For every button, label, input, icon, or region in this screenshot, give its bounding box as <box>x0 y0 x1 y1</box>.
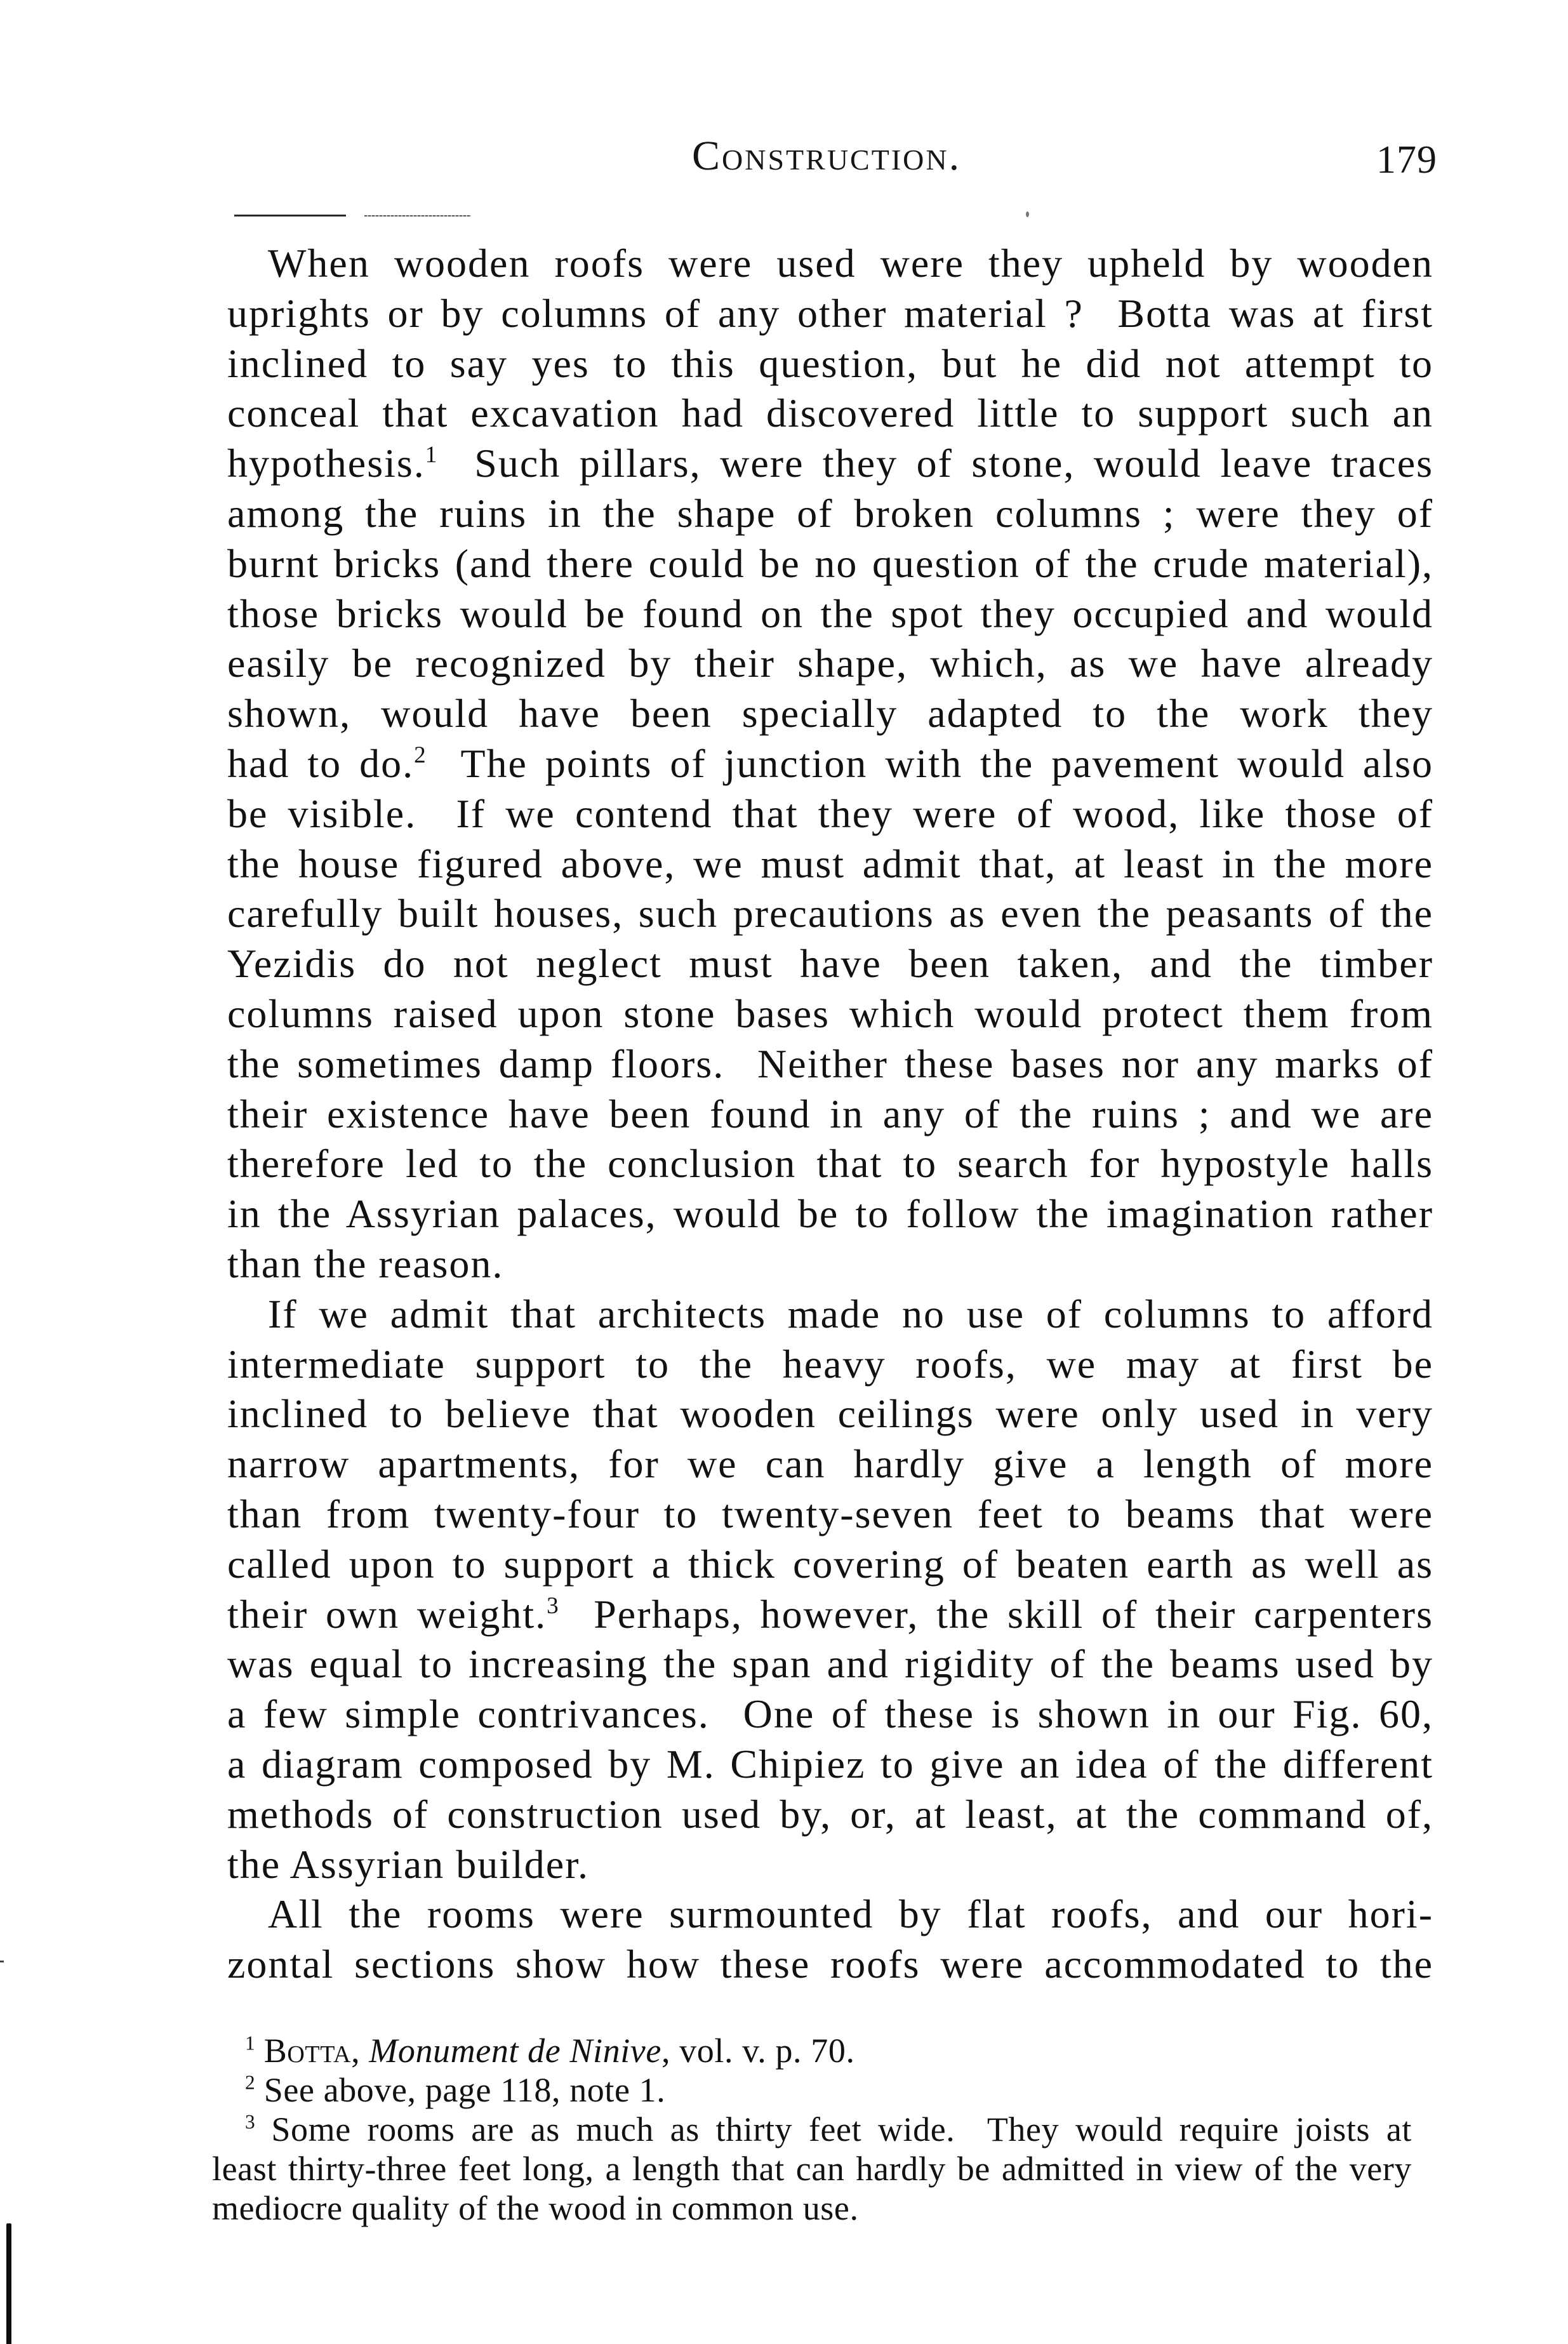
footnote-marker: 2 <box>414 742 426 768</box>
footnote-line <box>212 2070 1412 2110</box>
text-line <box>227 1489 1433 1540</box>
text-line <box>227 489 1433 539</box>
text-line <box>227 1540 1433 1590</box>
text-run: therefore led to the conclusion that to search for hypostyle halls <box>227 1141 1433 1187</box>
footnote <box>212 2070 1412 2110</box>
author-name: Botta <box>263 2032 352 2070</box>
text-run: than from twenty-four to twenty-seven feet to beams that were <box>227 1491 1433 1536</box>
text-run: hypothesis. <box>227 441 425 486</box>
text-run: All the rooms were surmounted by flat roofs, and our hori- <box>268 1891 1433 1937</box>
text-line <box>227 839 1433 889</box>
print-speck <box>1026 211 1029 217</box>
text-line <box>227 1940 1433 1990</box>
footnote <box>212 2110 1412 2228</box>
text-run: Yezidis do not neglect must have been taken, and the timber <box>227 941 1433 987</box>
text-run: easily be recognized by their shape, which, as we have already <box>227 641 1433 686</box>
text-line <box>227 1689 1433 1740</box>
text-run: their existence have been found in any of the ruins ; and we are <box>227 1091 1433 1136</box>
text-run: was equal to increasing the span and rigidity of the beams used by <box>227 1641 1433 1687</box>
text-line <box>227 1139 1433 1189</box>
text-run: the house figured above, we must admit that, at least in the more <box>227 841 1433 886</box>
text-run: had to do. <box>227 740 415 786</box>
text-run: their own weight. <box>227 1591 547 1637</box>
text-line <box>227 1840 1433 1890</box>
text-run: methods of construction used by, or, at least, at the command of, <box>227 1791 1433 1837</box>
text-line <box>227 1340 1433 1390</box>
text-run: uprights or by columns of any other material ? Botta was at first <box>227 290 1433 336</box>
footnote <box>212 2031 1412 2070</box>
text-line <box>227 289 1433 339</box>
text-line <box>227 1189 1433 1239</box>
text-line <box>227 1889 1433 1940</box>
text-line <box>227 239 1433 289</box>
text-run: If we admit that architects made no use of columns to afford <box>268 1291 1433 1336</box>
footnote-line <box>212 2188 1412 2228</box>
text-run: inclined to believe that wooden ceilings were only used in very <box>227 1391 1433 1437</box>
text-run: Such pillars, were they of stone, would leave traces <box>437 441 1433 486</box>
text-line <box>227 789 1433 839</box>
footnote-marker: 3 <box>547 1592 559 1619</box>
text-run: conceal that excavation had discovered little to support such an <box>227 390 1433 436</box>
paragraph <box>227 239 1433 1289</box>
text-run: The points of junction with the pavement would also <box>425 740 1433 786</box>
text-line <box>227 689 1433 739</box>
footnote-marker: 3 <box>245 2110 255 2133</box>
text-run: Some rooms are as much as thirty feet wide. They would require joists at <box>255 2110 1412 2148</box>
text-line <box>227 1439 1433 1489</box>
text-run: inclined to say yes to this question, but he did not attempt to <box>227 340 1433 386</box>
footnote-marker: 1 <box>425 442 437 469</box>
text-run: , vol. v. p. 70. <box>661 2032 855 2070</box>
text-line <box>227 1289 1433 1340</box>
running-head-title: Construction. <box>692 133 962 179</box>
text-run: , <box>351 2032 369 2070</box>
header-rule-right <box>364 215 471 216</box>
text-line <box>227 589 1433 639</box>
text-run <box>255 2032 264 2070</box>
italic-title: Monument de Ninive <box>369 2032 661 2070</box>
text-run: in the Assyrian palaces, would be to follow the imagination rather <box>227 1191 1433 1237</box>
text-line <box>227 1239 1433 1289</box>
text-line <box>227 1389 1433 1439</box>
footnote-line <box>212 2110 1412 2149</box>
text-run: the Assyrian builder. <box>227 1841 589 1887</box>
footnote-line <box>212 2031 1412 2070</box>
text-run: Perhaps, however, the skill of their carpenters <box>558 1591 1434 1637</box>
text-run: burnt bricks (and there could be no question of the crude material), <box>227 540 1433 586</box>
text-line <box>227 989 1433 1039</box>
text-run: When wooden roofs were used were they upheld by wooden <box>268 241 1433 286</box>
text-line <box>227 1039 1433 1089</box>
text-line <box>227 1590 1433 1640</box>
text-run: called upon to support a thick covering of beaten earth as well as <box>227 1541 1433 1587</box>
text-line <box>227 1740 1433 1790</box>
binding-edge <box>6 2223 11 2344</box>
text-line <box>227 1639 1433 1689</box>
text-line <box>227 339 1433 389</box>
text-line <box>227 1790 1433 1840</box>
text-run: carefully built houses, such precautions as even the peasants of the <box>227 891 1433 936</box>
text-run: columns raised upon stone bases which would protect them from <box>227 990 1433 1036</box>
text-run: among the ruins in the shape of broken columns ; were they of <box>227 490 1433 536</box>
margin-mark <box>0 1961 4 1962</box>
text-run: shown, would have been specially adapted to the work they <box>227 691 1433 736</box>
text-run: than the reason. <box>227 1241 504 1286</box>
text-line <box>227 739 1433 789</box>
text-line <box>227 439 1433 489</box>
header-rule-left <box>234 215 346 216</box>
text-run: narrow apartments, for we can hardly give a length of more <box>227 1441 1433 1487</box>
footnote-marker: 2 <box>245 2071 255 2094</box>
page-number: 179 <box>1376 138 1437 182</box>
footnote-line <box>212 2149 1412 2188</box>
paragraph <box>227 1889 1433 1990</box>
text-run: a few simple contrivances. One of these is shown in our Fig. 60, <box>227 1691 1433 1737</box>
text-run: those bricks would be found on the spot they occupied and would <box>227 590 1433 636</box>
text-run: zontal sections show how these roofs were accommodated to the <box>227 1941 1433 1987</box>
text-run: See above, page 118, note 1. <box>255 2071 666 2109</box>
text-run: a diagram composed by M. Chipiez to give an idea of the different <box>227 1741 1433 1787</box>
text-line <box>227 1089 1433 1140</box>
text-line <box>227 889 1433 939</box>
text-run: least thirty-three feet long, a length that can hardly be admitted in view of the very <box>212 2150 1412 2188</box>
text-line <box>227 939 1433 989</box>
body-text <box>227 239 1433 1990</box>
footnote-marker: 1 <box>245 2032 255 2054</box>
text-run: be visible. If we contend that they were of wood, like those of <box>227 790 1433 836</box>
text-line <box>227 539 1433 589</box>
text-line <box>227 389 1433 439</box>
footnotes <box>212 2031 1412 2228</box>
text-run: intermediate support to the heavy roofs, we may at first be <box>227 1341 1433 1387</box>
text-run: the sometimes damp floors. Neither these bases nor any marks of <box>227 1041 1433 1086</box>
text-run: mediocre quality of the wood in common use. <box>212 2189 859 2227</box>
text-line <box>227 639 1433 689</box>
paragraph <box>227 1289 1433 1890</box>
